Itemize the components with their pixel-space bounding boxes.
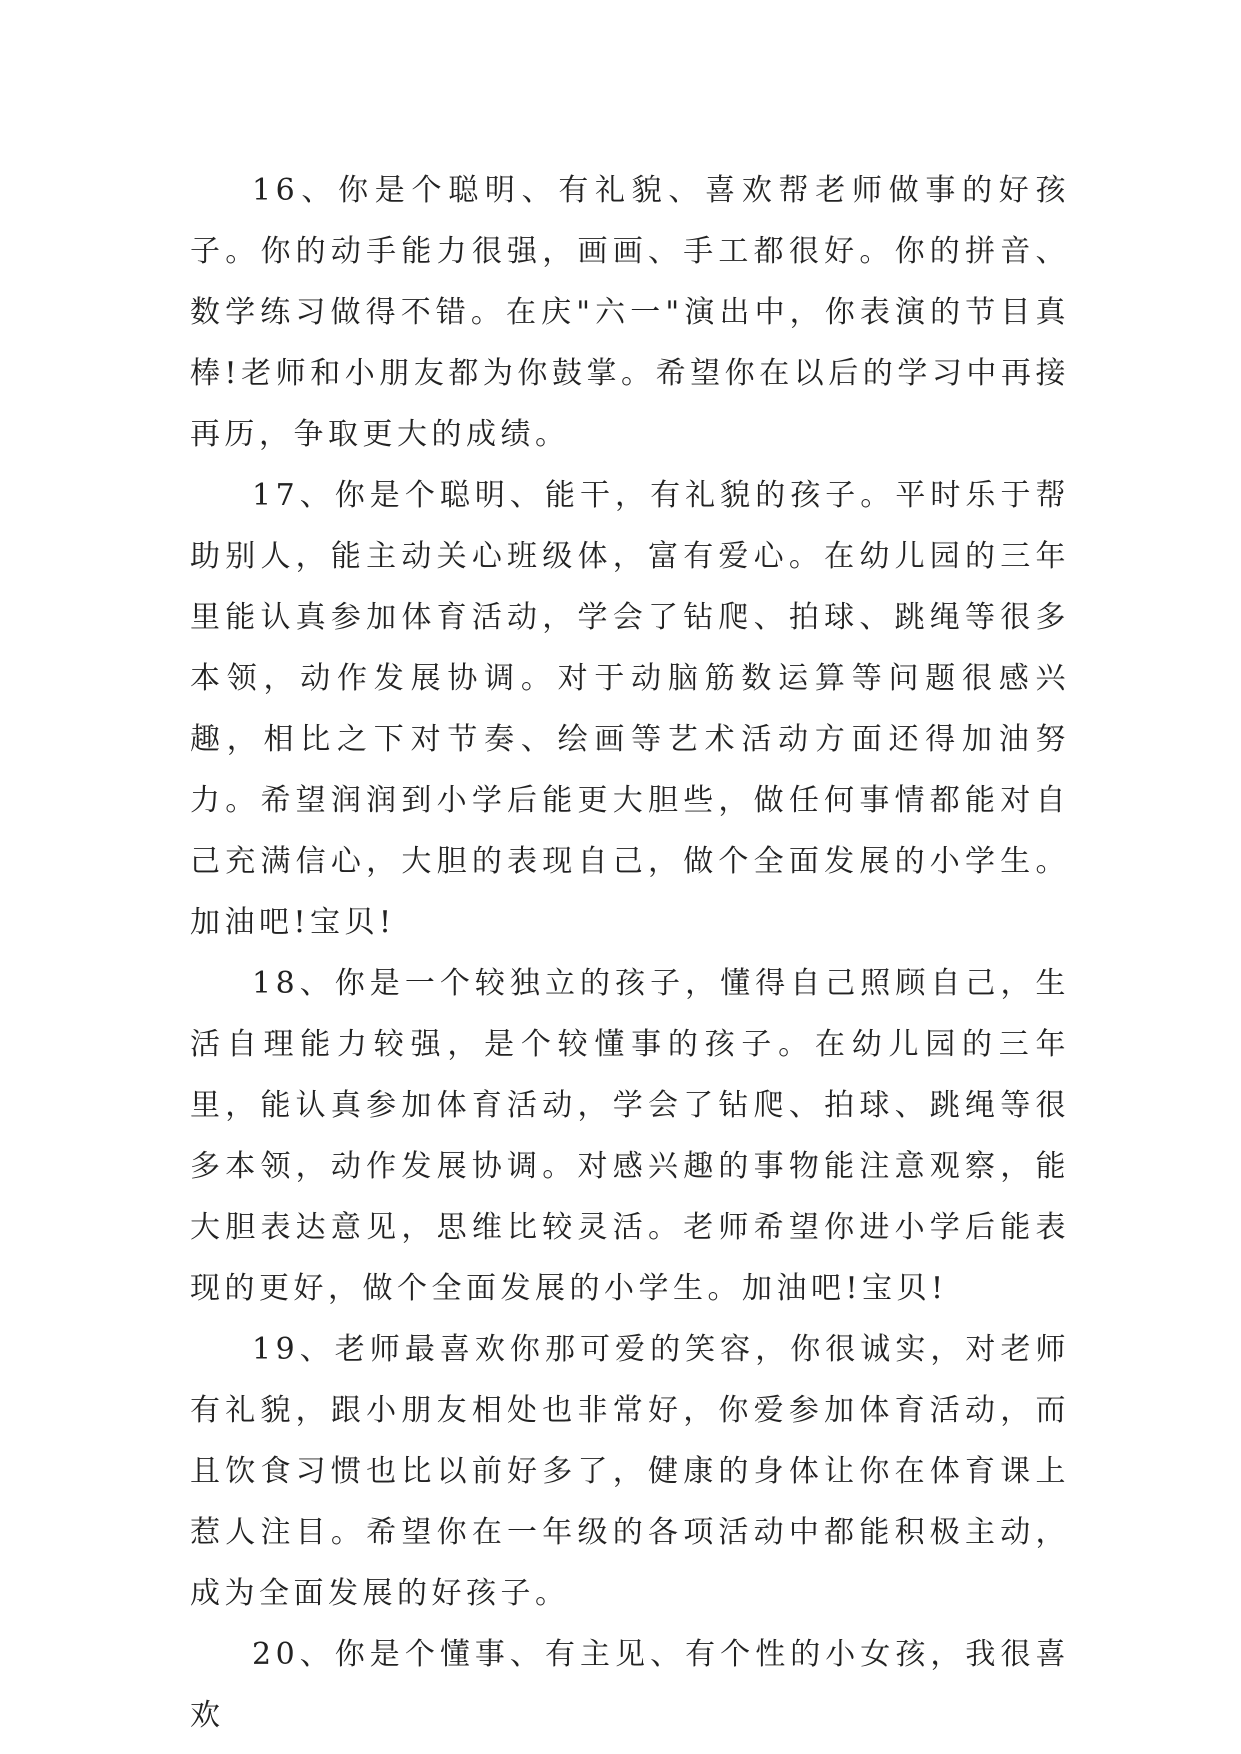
document-body (190, 160, 1070, 1746)
paragraph-18: 18、你是一个较独立的孩子，懂得自己照顾自己，生活自理能力较强，是个较懂事的孩子。在幼儿园的三年里，能认真参加体育活动，学会了钻爬、拍球、跳绳等很多本领，动作发展协调。对感兴趣的事物能注意观察，能大胆表达意见，思维比较灵活。老师希望你进小学后能表现的更好，做个全面发展的小学生。加油吧!宝贝! (190, 966, 1070, 1306)
paragraph-20: 20、你是个懂事、有主见、有个性的小女孩，我很喜欢 (190, 1637, 1070, 1733)
paragraph-19: 19、老师最喜欢你那可爱的笑容，你很诚实，对老师有礼貌，跟小朋友相处也非常好，你爱参加体育活动，而且饮食习惯也比以前好多了，健康的身体让你在体育课上惹人注目。希望你在一年级的各项活动中都能积极主动，成为全面发展的好孩子。 (190, 1332, 1070, 1611)
paragraph-16: 16、你是个聪明、有礼貌、喜欢帮老师做事的好孩子。你的动手能力很强，画画、手工都很好。你的拼音、数学练习做得不错。在庆"六一"演出中，你表演的节目真棒!老师和小朋友都为你鼓掌。希望你在以后的学习中再接再历，争取更大的成绩。 (190, 173, 1070, 452)
paragraph-17: 17、你是个聪明、能干，有礼貌的孩子。平时乐于帮助别人，能主动关心班级体，富有爱心。在幼儿园的三年里能认真参加体育活动，学会了钻爬、拍球、跳绳等很多本领，动作发展协调。对于动脑筋数运算等问题很感兴趣，相比之下对节奏、绘画等艺术活动方面还得加油努力。希望润润到小学后能更大胆些，做任何事情都能对自己充满信心，大胆的表现自己，做个全面发展的小学生。加油吧!宝贝! (190, 478, 1070, 940)
